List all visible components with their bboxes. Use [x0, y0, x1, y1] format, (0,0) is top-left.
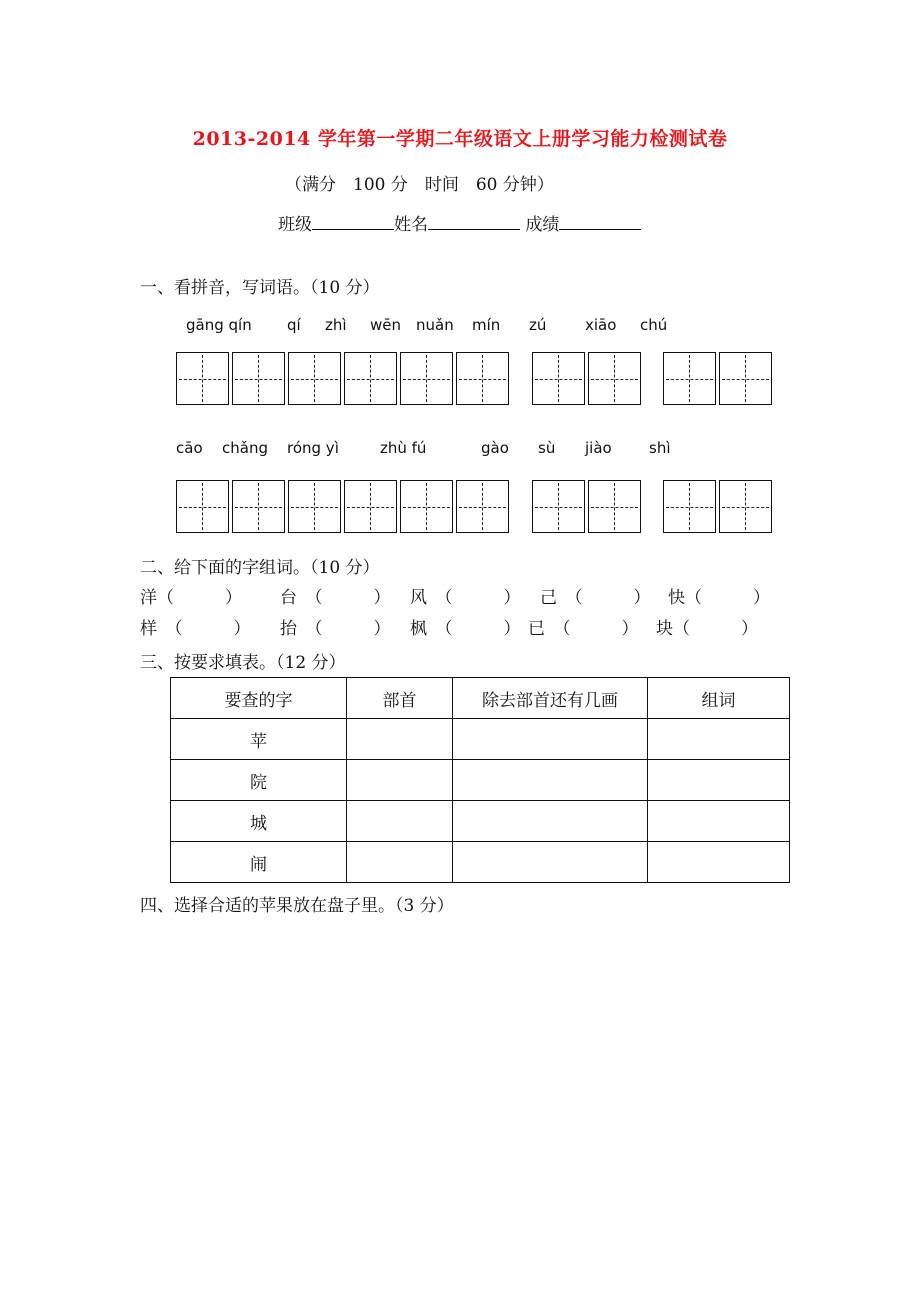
class-blank[interactable]: [312, 211, 394, 230]
name-blank[interactable]: [428, 211, 520, 230]
word-blank[interactable]: 已 （ ）: [528, 619, 639, 639]
pinyin: zhì: [325, 316, 347, 334]
writing-cell[interactable]: [532, 352, 585, 405]
exam-meta: （满分 100 分 时间 60 分钟）: [285, 175, 554, 195]
section1-heading: 一、看拼音，写词语。（10 分）: [140, 278, 380, 298]
section4-heading: 四、选择合适的苹果放在盘子里。（3 分）: [140, 896, 454, 916]
pinyin: gāng qín: [186, 316, 252, 334]
radical-table: [170, 677, 790, 883]
answer-cell[interactable]: [648, 842, 790, 883]
student-info-line: [278, 210, 641, 235]
pinyin: xiāo: [585, 316, 617, 334]
section3-heading: 三、按要求填表。（12 分）: [140, 653, 346, 673]
writing-cell[interactable]: [719, 480, 772, 533]
writing-cell[interactable]: [400, 480, 453, 533]
word-blank[interactable]: 样 （ ）: [140, 619, 251, 639]
word-blank[interactable]: 快（ ）: [668, 588, 770, 608]
pinyin: sù: [538, 439, 556, 457]
table-row: [171, 760, 790, 801]
writing-cell[interactable]: [176, 352, 229, 405]
word-blank[interactable]: 风 （ ）: [410, 588, 521, 608]
writing-cell[interactable]: [663, 480, 716, 533]
pinyin: qí: [287, 316, 301, 334]
answer-cell[interactable]: [347, 842, 453, 883]
word-blank[interactable]: 洋（ ）: [140, 588, 242, 608]
answer-cell[interactable]: [347, 760, 453, 801]
answer-cell[interactable]: [453, 842, 648, 883]
answer-cell[interactable]: [648, 801, 790, 842]
word-blank[interactable]: 台 （ ）: [280, 588, 391, 608]
answer-cell[interactable]: [648, 760, 790, 801]
writing-cell[interactable]: [532, 480, 585, 533]
word-blank[interactable]: 枫 （ ）: [410, 619, 521, 639]
answer-cell[interactable]: [347, 719, 453, 760]
answer-cell[interactable]: [453, 719, 648, 760]
table-row: [171, 842, 790, 883]
pinyin: cāo: [176, 439, 203, 457]
score-label: 成绩: [525, 215, 560, 235]
pinyin: zhù fú: [380, 439, 427, 457]
writing-grid-row1: [176, 352, 776, 408]
pinyin: chú: [640, 316, 668, 334]
writing-cell[interactable]: [663, 352, 716, 405]
name-label: 姓名: [394, 215, 428, 235]
writing-cell[interactable]: [176, 480, 229, 533]
writing-cell[interactable]: [456, 352, 509, 405]
column-header: 部首: [347, 678, 453, 719]
column-header: 除去部首还有几画: [453, 678, 648, 719]
writing-cell[interactable]: [588, 352, 641, 405]
lookup-char: 城: [171, 801, 347, 842]
answer-cell[interactable]: [453, 801, 648, 842]
pinyin: shì: [649, 439, 671, 457]
pinyin: zú: [529, 316, 547, 334]
answer-cell[interactable]: [347, 801, 453, 842]
answer-cell[interactable]: [453, 760, 648, 801]
writing-cell[interactable]: [232, 480, 285, 533]
pinyin: jiào: [585, 439, 612, 457]
pinyin: wēn: [370, 316, 402, 334]
word-blank[interactable]: 抬 （ ）: [280, 619, 391, 639]
pinyin: gào: [481, 439, 509, 457]
pinyin: mín: [472, 316, 501, 334]
column-header: 要查的字: [171, 678, 347, 719]
writing-cell[interactable]: [288, 480, 341, 533]
word-blank[interactable]: 己 （ ）: [540, 588, 651, 608]
table-row: [171, 719, 790, 760]
column-header: 组词: [648, 678, 790, 719]
score-blank[interactable]: [559, 211, 641, 230]
class-label: 班级: [278, 215, 312, 235]
writing-cell[interactable]: [588, 480, 641, 533]
lookup-char: 苹: [171, 719, 347, 760]
writing-cell[interactable]: [719, 352, 772, 405]
section2-heading: 二、给下面的字组词。（10 分）: [140, 558, 380, 578]
writing-cell[interactable]: [456, 480, 509, 533]
writing-cell[interactable]: [400, 352, 453, 405]
writing-cell[interactable]: [232, 352, 285, 405]
writing-cell[interactable]: [344, 352, 397, 405]
lookup-char: 闹: [171, 842, 347, 883]
lookup-char: 院: [171, 760, 347, 801]
word-blank[interactable]: 块（ ）: [656, 619, 758, 639]
table-row: [171, 801, 790, 842]
answer-cell[interactable]: [648, 719, 790, 760]
pinyin: nuǎn: [416, 316, 454, 334]
writing-cell[interactable]: [344, 480, 397, 533]
pinyin: róng yì: [287, 439, 339, 457]
pinyin: chǎng: [222, 439, 268, 457]
writing-grid-row2: [176, 480, 776, 536]
writing-cell[interactable]: [288, 352, 341, 405]
exam-title: 2013-2014 学年第一学期二年级语文上册学习能力检测试卷: [192, 128, 728, 150]
table-header-row: [171, 678, 790, 719]
